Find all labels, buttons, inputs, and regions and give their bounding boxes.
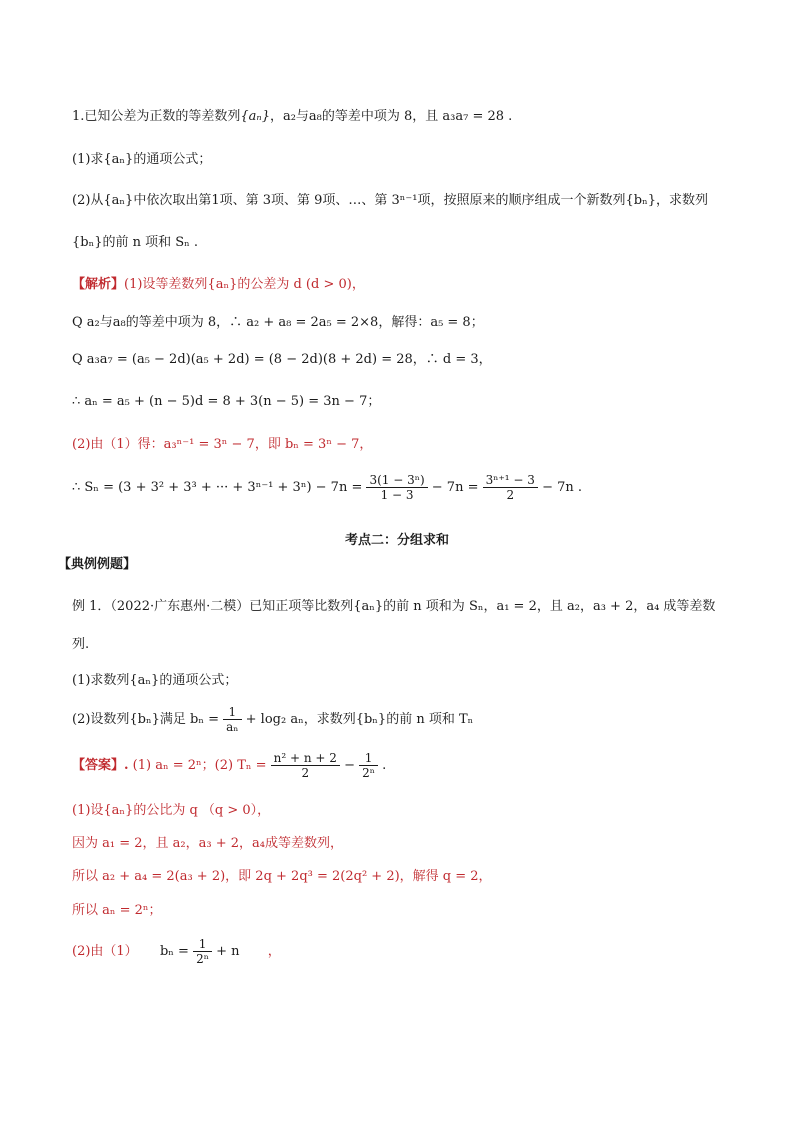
fraction-denominator: 1 − 3 — [380, 488, 414, 502]
fraction-numerator: 3ⁿ⁺¹ − 3 — [483, 473, 538, 488]
question-2-suffix: + log₂ aₙ，求数列{bₙ}的前 n 项和 Tₙ — [245, 712, 474, 727]
solution-2-step-3: 所以 a₂ + a₄ = 2(a₃ + 2)，即 2q + 2q³ = 2(2q² + 2)，解得 q = 2， — [72, 869, 492, 884]
solution-1-step-3: Q a₃a₇ = (a₅ − 2d)(a₅ + 2d) = (8 − 2d)(8 + 2d) = 28，∴ d = 3， — [72, 352, 492, 367]
step-5-lhs: bₙ = — [159, 944, 189, 959]
fraction-answer-2 — [359, 751, 378, 780]
example-1-line-2: 列. — [72, 637, 90, 652]
fraction-numerator: 3(1 − 3ⁿ) — [366, 473, 427, 488]
example-1-question-2 — [72, 702, 473, 738]
answer-tag: 【答案】. — [72, 758, 129, 773]
fraction-denominator: 2 — [301, 766, 310, 780]
example-1-line-1: 例 1．（2022·广东惠州·二模）已知正项等比数列{aₙ}的前 n 项和为 Sₙ，a₁ = 2，且 a₂，a₃ + 2，a₄ 成等差数 — [72, 599, 716, 614]
fraction-half-power — [193, 937, 212, 966]
fraction-denominator: 2ⁿ — [196, 952, 209, 966]
solution-1-step-6 — [72, 470, 582, 506]
question-2-prefix: (2)设数列{bₙ}满足 bₙ = — [72, 712, 220, 727]
fraction-denominator: 2ⁿ — [362, 766, 375, 780]
fraction-numerator: n² + n + 2 — [271, 751, 340, 766]
problem-1-condition: ，a₂与a₈的等差中项为 8，且 a₃a₇ = 28 . — [269, 109, 513, 124]
sum-expression: ∴ Sₙ = (3 + 3² + 3³ + ··· + 3ⁿ⁻¹ + 3ⁿ) − 7n = — [72, 480, 363, 495]
fraction-simplified — [483, 473, 538, 502]
answer-1 — [72, 748, 386, 784]
fraction-numerator: 1 — [223, 705, 241, 720]
problem-1-question-1: (1)求{aₙ}的通项公式； — [72, 152, 212, 167]
step-5-comma: ， — [267, 944, 281, 959]
problem-1-stem-text: 1.已知公差为正数的等差数列 — [72, 109, 241, 124]
solution-2-step-5 — [72, 934, 281, 970]
step-5-prefix: (2)由（1） — [72, 944, 138, 959]
solution-1-step-4: ∴ aₙ = a₅ + (n − 5)d = 8 + 3(n − 5) = 3n − 7； — [72, 394, 381, 409]
answer-text: (1) aₙ = 2ⁿ；(2) Tₙ = — [132, 758, 267, 773]
fraction-geometric-sum — [366, 473, 427, 502]
problem-1-question-2-line-1: (2)从{aₙ}中依次取出第1项、第 3项、第 9项、…、第 3ⁿ⁻¹项，按照原来的顺序组成一个新数列{bₙ}，求数列 — [72, 193, 708, 208]
sum-end: − 7n . — [542, 480, 582, 495]
section-label: 【典例例题】 — [58, 557, 137, 572]
analysis-tag: 【解析】 — [72, 277, 125, 292]
fraction-reciprocal — [223, 705, 241, 734]
problem-1-sequence: {aₙ} — [240, 109, 270, 124]
fraction-denominator: 2 — [506, 488, 515, 502]
solution-2-step-2: 因为 a₁ = 2，且 a₂，a₃ + 2，a₄成等差数列， — [72, 836, 343, 851]
fraction-answer-1 — [271, 751, 340, 780]
solution-1-step-2: Q a₂与a₈的等差中项为 8，∴ a₂ + a₈ = 2a₅ = 2×8，解得：a₅ = 8； — [72, 315, 484, 330]
solution-1-step-5: (2)由（1）得：a₃ⁿ⁻¹ = 3ⁿ − 7，即 bₙ = 3ⁿ − 7， — [72, 437, 373, 452]
solution-2-step-4: 所以 aₙ = 2ⁿ； — [72, 903, 162, 918]
problem-1-stem — [72, 108, 512, 126]
step-5-plus-n: + n — [216, 944, 240, 959]
fraction-numerator: 1 — [193, 937, 212, 952]
minus-sign: − — [344, 758, 355, 773]
solution-2-step-1: (1)设{aₙ}的公比为 q （q > 0）， — [72, 803, 271, 818]
solution-1-step-1 — [72, 276, 365, 294]
answer-end: . — [382, 758, 387, 773]
sum-middle: − 7n = — [431, 480, 479, 495]
example-1-question-1: (1)求数列{aₙ}的通项公式； — [72, 673, 238, 688]
section-title: 考点二：分组求和 — [344, 533, 449, 548]
fraction-numerator: 1 — [359, 751, 378, 766]
solution-1-step-1-text: (1)设等差数列{aₙ}的公差为 d (d > 0)， — [124, 277, 365, 292]
fraction-denominator: aₙ — [226, 720, 239, 734]
problem-1-question-2-line-2: {bₙ}的前 n 项和 Sₙ . — [72, 235, 199, 250]
